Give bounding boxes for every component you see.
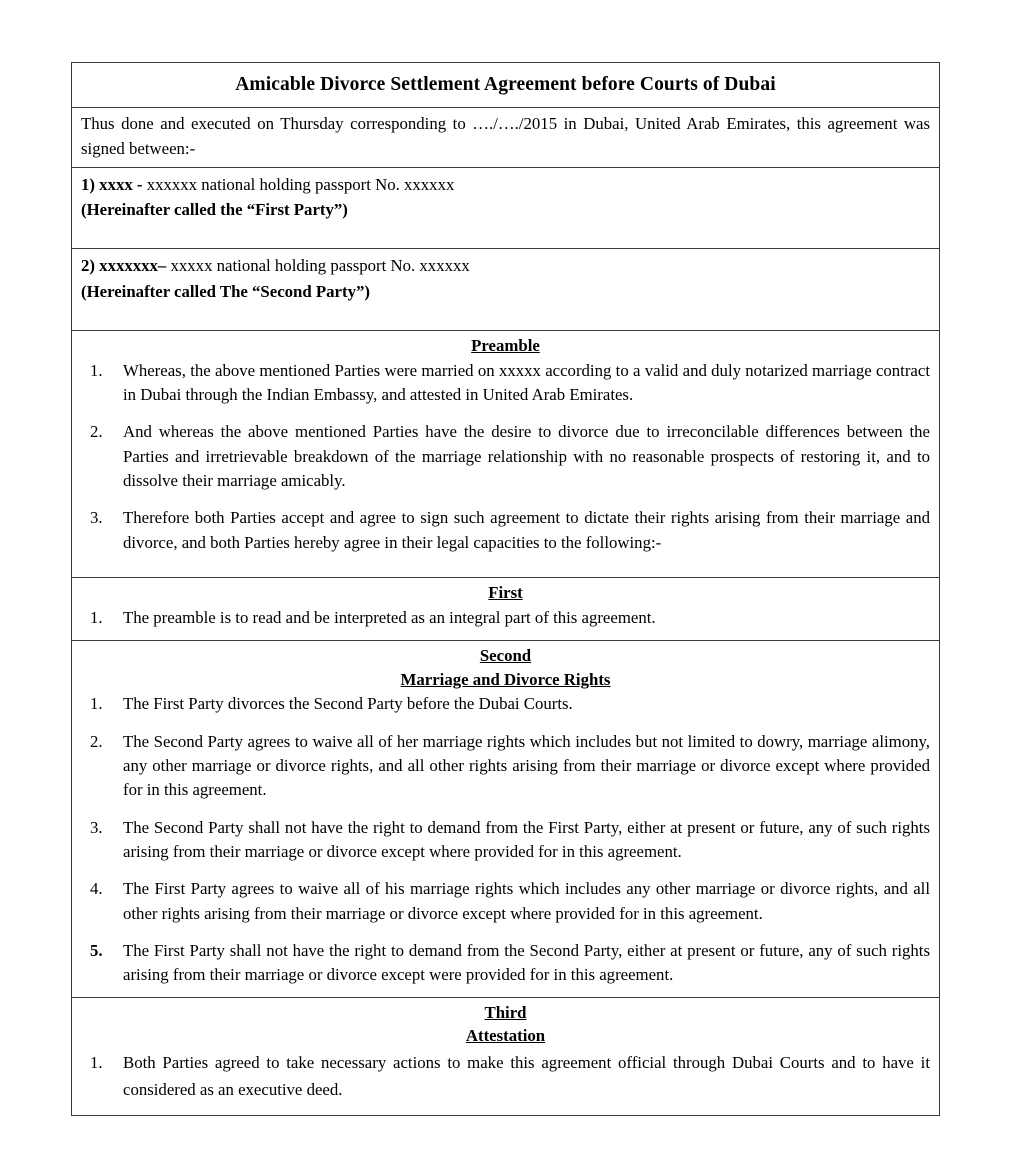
item-number: 3. <box>90 817 103 837</box>
first-party-passport: xxxxxx national holding passport No. xxxxxx <box>146 175 455 195</box>
item-number: 1. <box>90 360 103 380</box>
first-party-identity <box>81 172 930 197</box>
item-text: The First Party shall not have the right to demand from the Second Party, either at present or future, any of such rights arising from their marriage or divorce except were provided for in this agreement. <box>123 941 930 985</box>
list-item <box>81 359 930 408</box>
item-text: The First Party agrees to waive all of his marriage rights which includes any other marriage or divorce rights, and all other rights arising from their marriage or divorce except where provided for in this agreement. <box>123 879 930 923</box>
item-number: 1. <box>90 694 103 714</box>
section-second <box>72 641 939 998</box>
item-number: 5. <box>90 941 103 961</box>
list-item <box>81 692 930 716</box>
section-heading-second: Second <box>479 645 532 665</box>
list-item <box>81 816 930 865</box>
list-item <box>81 506 930 555</box>
section-subheading-attestation: Attestation <box>465 1026 546 1046</box>
second-item-list <box>81 692 930 987</box>
third-item-list <box>81 1049 930 1103</box>
section-heading-third: Third <box>484 1002 527 1022</box>
second-party-passport: xxxxx national holding passport No. xxxxxx <box>166 256 470 276</box>
intro-paragraph: Thus done and executed on Thursday corresponding to …./…./2015 in Dubai, United Arab Emirates, this agreement was signed between:- <box>81 114 930 158</box>
intro-row <box>72 108 939 168</box>
first-item-list <box>81 606 930 630</box>
list-item <box>81 420 930 493</box>
section-heading-preamble: Preamble <box>471 335 540 355</box>
section-preamble <box>72 331 939 578</box>
agreement-table <box>71 62 940 1116</box>
item-text: Whereas, the above mentioned Parties were married on xxxxx according to a valid and duly notarized marriage contract in Dubai through the Indian Embassy, and attested in United Arab Emirates. <box>123 360 930 404</box>
item-text: Therefore both Parties accept and agree to sign such agreement to dictate their rights arising from their marriage and divorce, and both Parties hereby agree in their legal capacities to the following:- <box>123 508 930 552</box>
item-number: 2. <box>90 422 103 442</box>
second-party-name: 2) xxxxxxx– <box>81 256 167 276</box>
list-item <box>81 939 930 988</box>
list-item <box>81 877 930 926</box>
section-first <box>72 578 939 641</box>
title-row <box>72 63 939 108</box>
list-item <box>81 730 930 803</box>
item-number: 2. <box>90 731 103 751</box>
item-text: The First Party divorces the Second Party before the Dubai Courts. <box>123 694 573 714</box>
item-number: 3. <box>90 508 103 528</box>
section-third <box>72 998 939 1116</box>
second-party-identity <box>81 253 930 278</box>
first-party-designation: (Hereinafter called the “First Party”) <box>81 200 348 220</box>
second-party-row <box>72 249 939 330</box>
item-text: Both Parties agreed to take necessary actions to make this agreement official through Dubai Courts and to have it considered as an executive deed. <box>123 1053 930 1100</box>
item-number: 4. <box>90 879 103 899</box>
preamble-item-list <box>81 359 930 555</box>
second-party-designation: (Hereinafter called The “Second Party”) <box>81 281 370 301</box>
item-text: The preamble is to read and be interpreted as an integral part of this agreement. <box>123 607 656 627</box>
item-number: 1. <box>90 607 103 627</box>
first-party-row <box>72 168 939 249</box>
page-title: Amicable Divorce Settlement Agreement before Courts of Dubai <box>235 74 776 95</box>
item-text: And whereas the above mentioned Parties have the desire to divorce due to irreconcilable differences between the Parties and irretrievable breakdown of the marriage relationship with no reasonable prospects of restoring it, and to dissolve their marriage amicably. <box>123 422 930 490</box>
section-heading-first: First <box>488 582 523 602</box>
item-text: The Second Party agrees to waive all of her marriage rights which includes but not limited to dowry, marriage alimony, any other marriage or divorce rights, and all other rights arising from their marriage or divorce except where provided for in this agreement. <box>123 731 930 800</box>
item-text: The Second Party shall not have the right to demand from the First Party, either at present or future, any of such rights arising from their marriage or divorce except where provided for in this agreement. <box>123 817 930 861</box>
first-party-name: 1) xxxx - <box>81 175 147 195</box>
section-subheading-marriage-divorce-rights: Marriage and Divorce Rights <box>400 669 611 689</box>
list-item <box>81 606 930 630</box>
list-item <box>81 1049 930 1103</box>
item-number: 1. <box>90 1053 103 1073</box>
